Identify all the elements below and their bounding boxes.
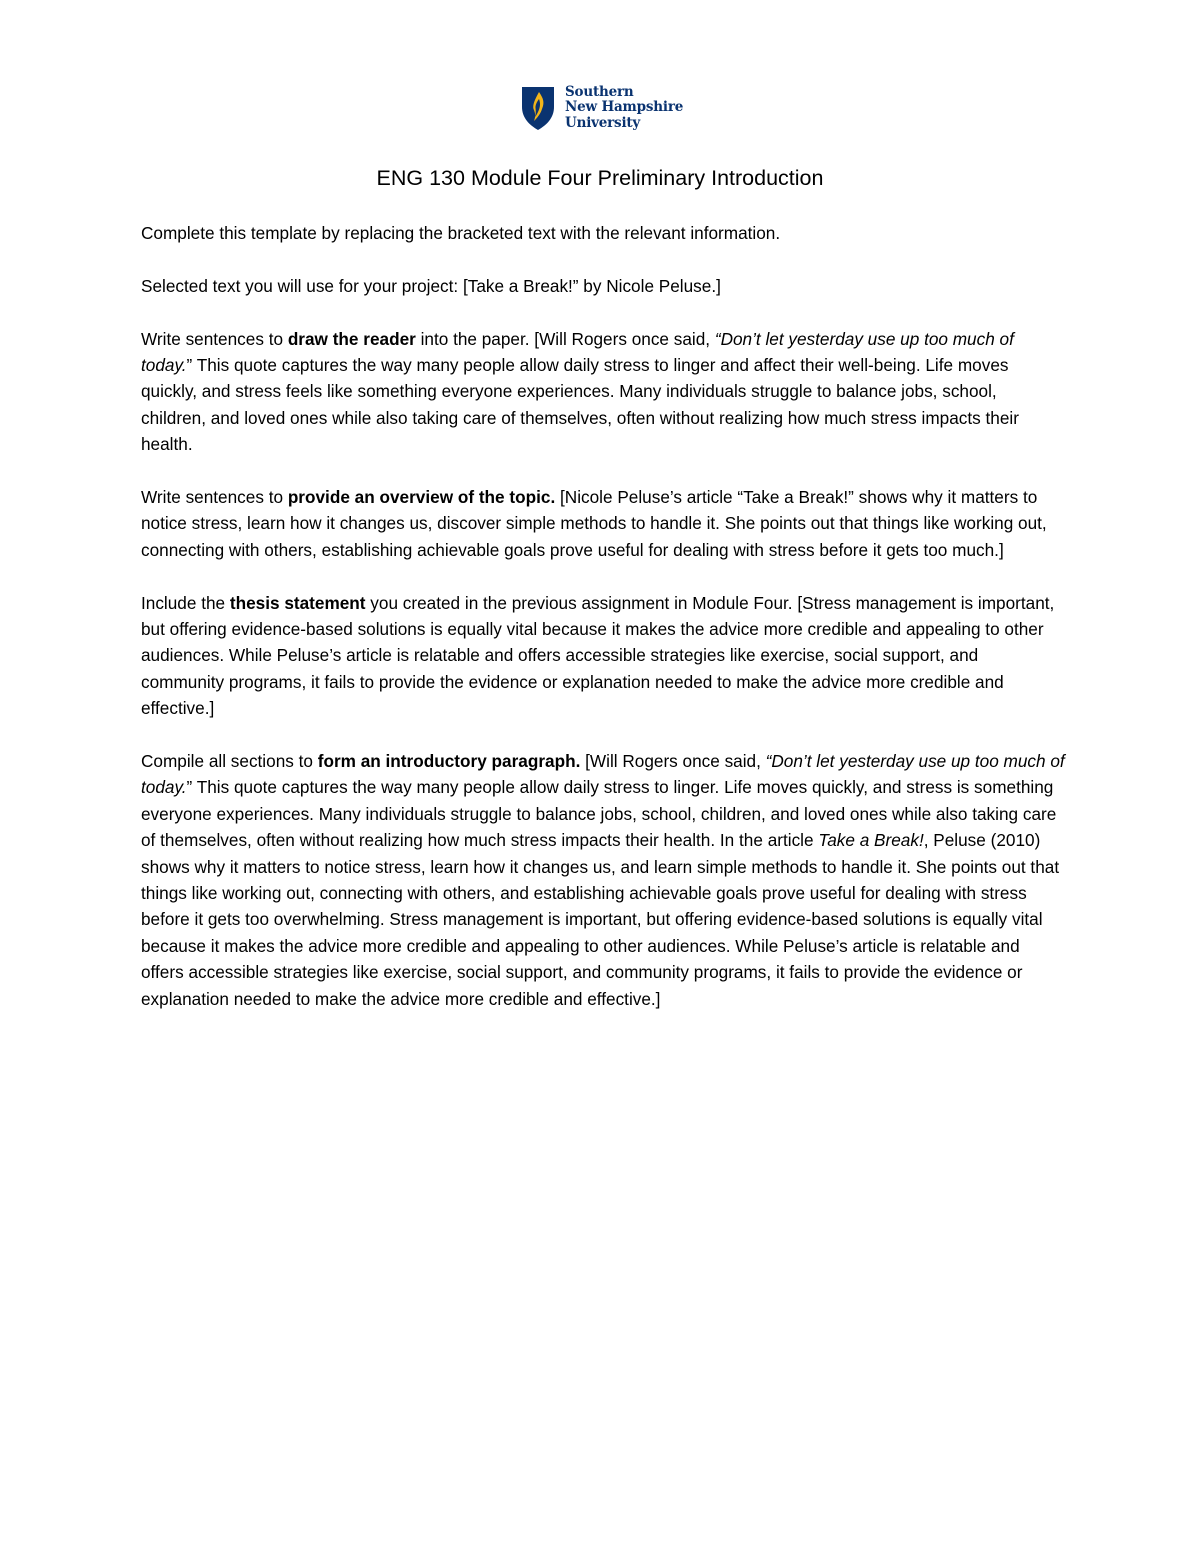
overview-paragraph [141, 484, 1065, 563]
thesis-emphasis: thesis statement [229, 592, 366, 613]
selected-text-label: Selected text you will use for your project: [141, 275, 459, 296]
shield-flame-icon [521, 85, 555, 131]
selected-text-value: [Take a Break!” by Nicole Peluse.] [458, 275, 721, 296]
logo-line-2: New Hampshire [565, 99, 684, 116]
overview-emphasis: provide an overview of the topic. [287, 487, 556, 508]
intro-mid: [Will Rogers once said, [580, 751, 766, 772]
logo-wordmark [565, 85, 683, 132]
intro-paragraph [141, 748, 1065, 1012]
draw-reader-emphasis: draw the reader [287, 328, 416, 349]
draw-reader-rest: ” This quote captures the way many people allow daily stress to linger and affect their well-being. Life moves quickly, and stress feels like something everyone experiences. Many individuals struggle to balance jobs, school, children, and loved ones while also taking care of themselves, often without realizing how much stress impacts their health. [141, 355, 1019, 455]
intro-quote: “Don’t let yesterday use up too much of today. [141, 751, 1065, 798]
snhu-logo [521, 84, 683, 132]
draw-reader-quote: “Don’t let yesterday use up too much of today. [141, 328, 1014, 375]
selected-text-paragraph [141, 273, 1065, 299]
draw-reader-paragraph [141, 326, 1065, 458]
intro-rest: , Peluse (2010) shows why it matters to notice stress, learn how it changes us, and learn simple methods to handle it. She points out that things like working out, connecting with others, and establishing achievable goals prove useful for dealing with stress before it gets too overwhelming. Stress management is important, but offering evidence-based solutions is equally vital because it makes the advice more credible and appealing to other audiences. While Peluse’s article is relatable and offers accessible strategies like exercise, social support, and community programs, it fails to provide the evidence or explanation needed to make the advice more credible and effective.] [141, 830, 1060, 1009]
overview-rest: [Nicole Peluse’s article “Take a Break!” shows why it matters to notice stress, learn how it changes us, discover simple methods to handle it. She points out that things like working out, connecting with others, establishing achievable goals prove useful for dealing with stress before it gets too much.] [141, 487, 1047, 560]
intro-mid2: ” This quote captures the way many people allow daily stress to linger. Life moves quickly, and stress is something everyone experiences. Many individuals struggle to balance jobs, school, children, and loved ones while also taking care of themselves, often without realizing how much stress impacts their health. In the article [141, 777, 1057, 851]
draw-reader-mid: into the paper. [Will Rogers once said, [415, 328, 715, 349]
logo-line-1: Southern [565, 83, 634, 100]
intro-article-title: Take a Break! [818, 830, 924, 851]
intro-emphasis: form an introductory paragraph. [317, 751, 581, 772]
document-body [141, 220, 1065, 1039]
instructions-text: Complete this template by replacing the bracketed text with the relevant information. [141, 223, 781, 243]
thesis-paragraph [141, 590, 1065, 722]
draw-reader-prefix: Write sentences to [141, 328, 288, 349]
overview-prefix: Write sentences to [141, 487, 288, 508]
instructions-paragraph [141, 220, 1065, 246]
thesis-rest: you created in the previous assignment in Module Four. [Stress management is important, but offering evidence-based solutions is equally vital because it makes the advice more credible and appealing to other audiences. While Peluse’s article is relatable and offers accessible strategies like exercise, social support, and community programs, it fails to provide the evidence or explanation needed to make the advice more credible and effective.] [141, 592, 1055, 719]
document-title: ENG 130 Module Four Preliminary Introduction [376, 166, 824, 190]
thesis-prefix: Include the [141, 592, 230, 613]
intro-prefix: Compile all sections to [141, 751, 318, 772]
logo-line-3: University [565, 114, 641, 131]
